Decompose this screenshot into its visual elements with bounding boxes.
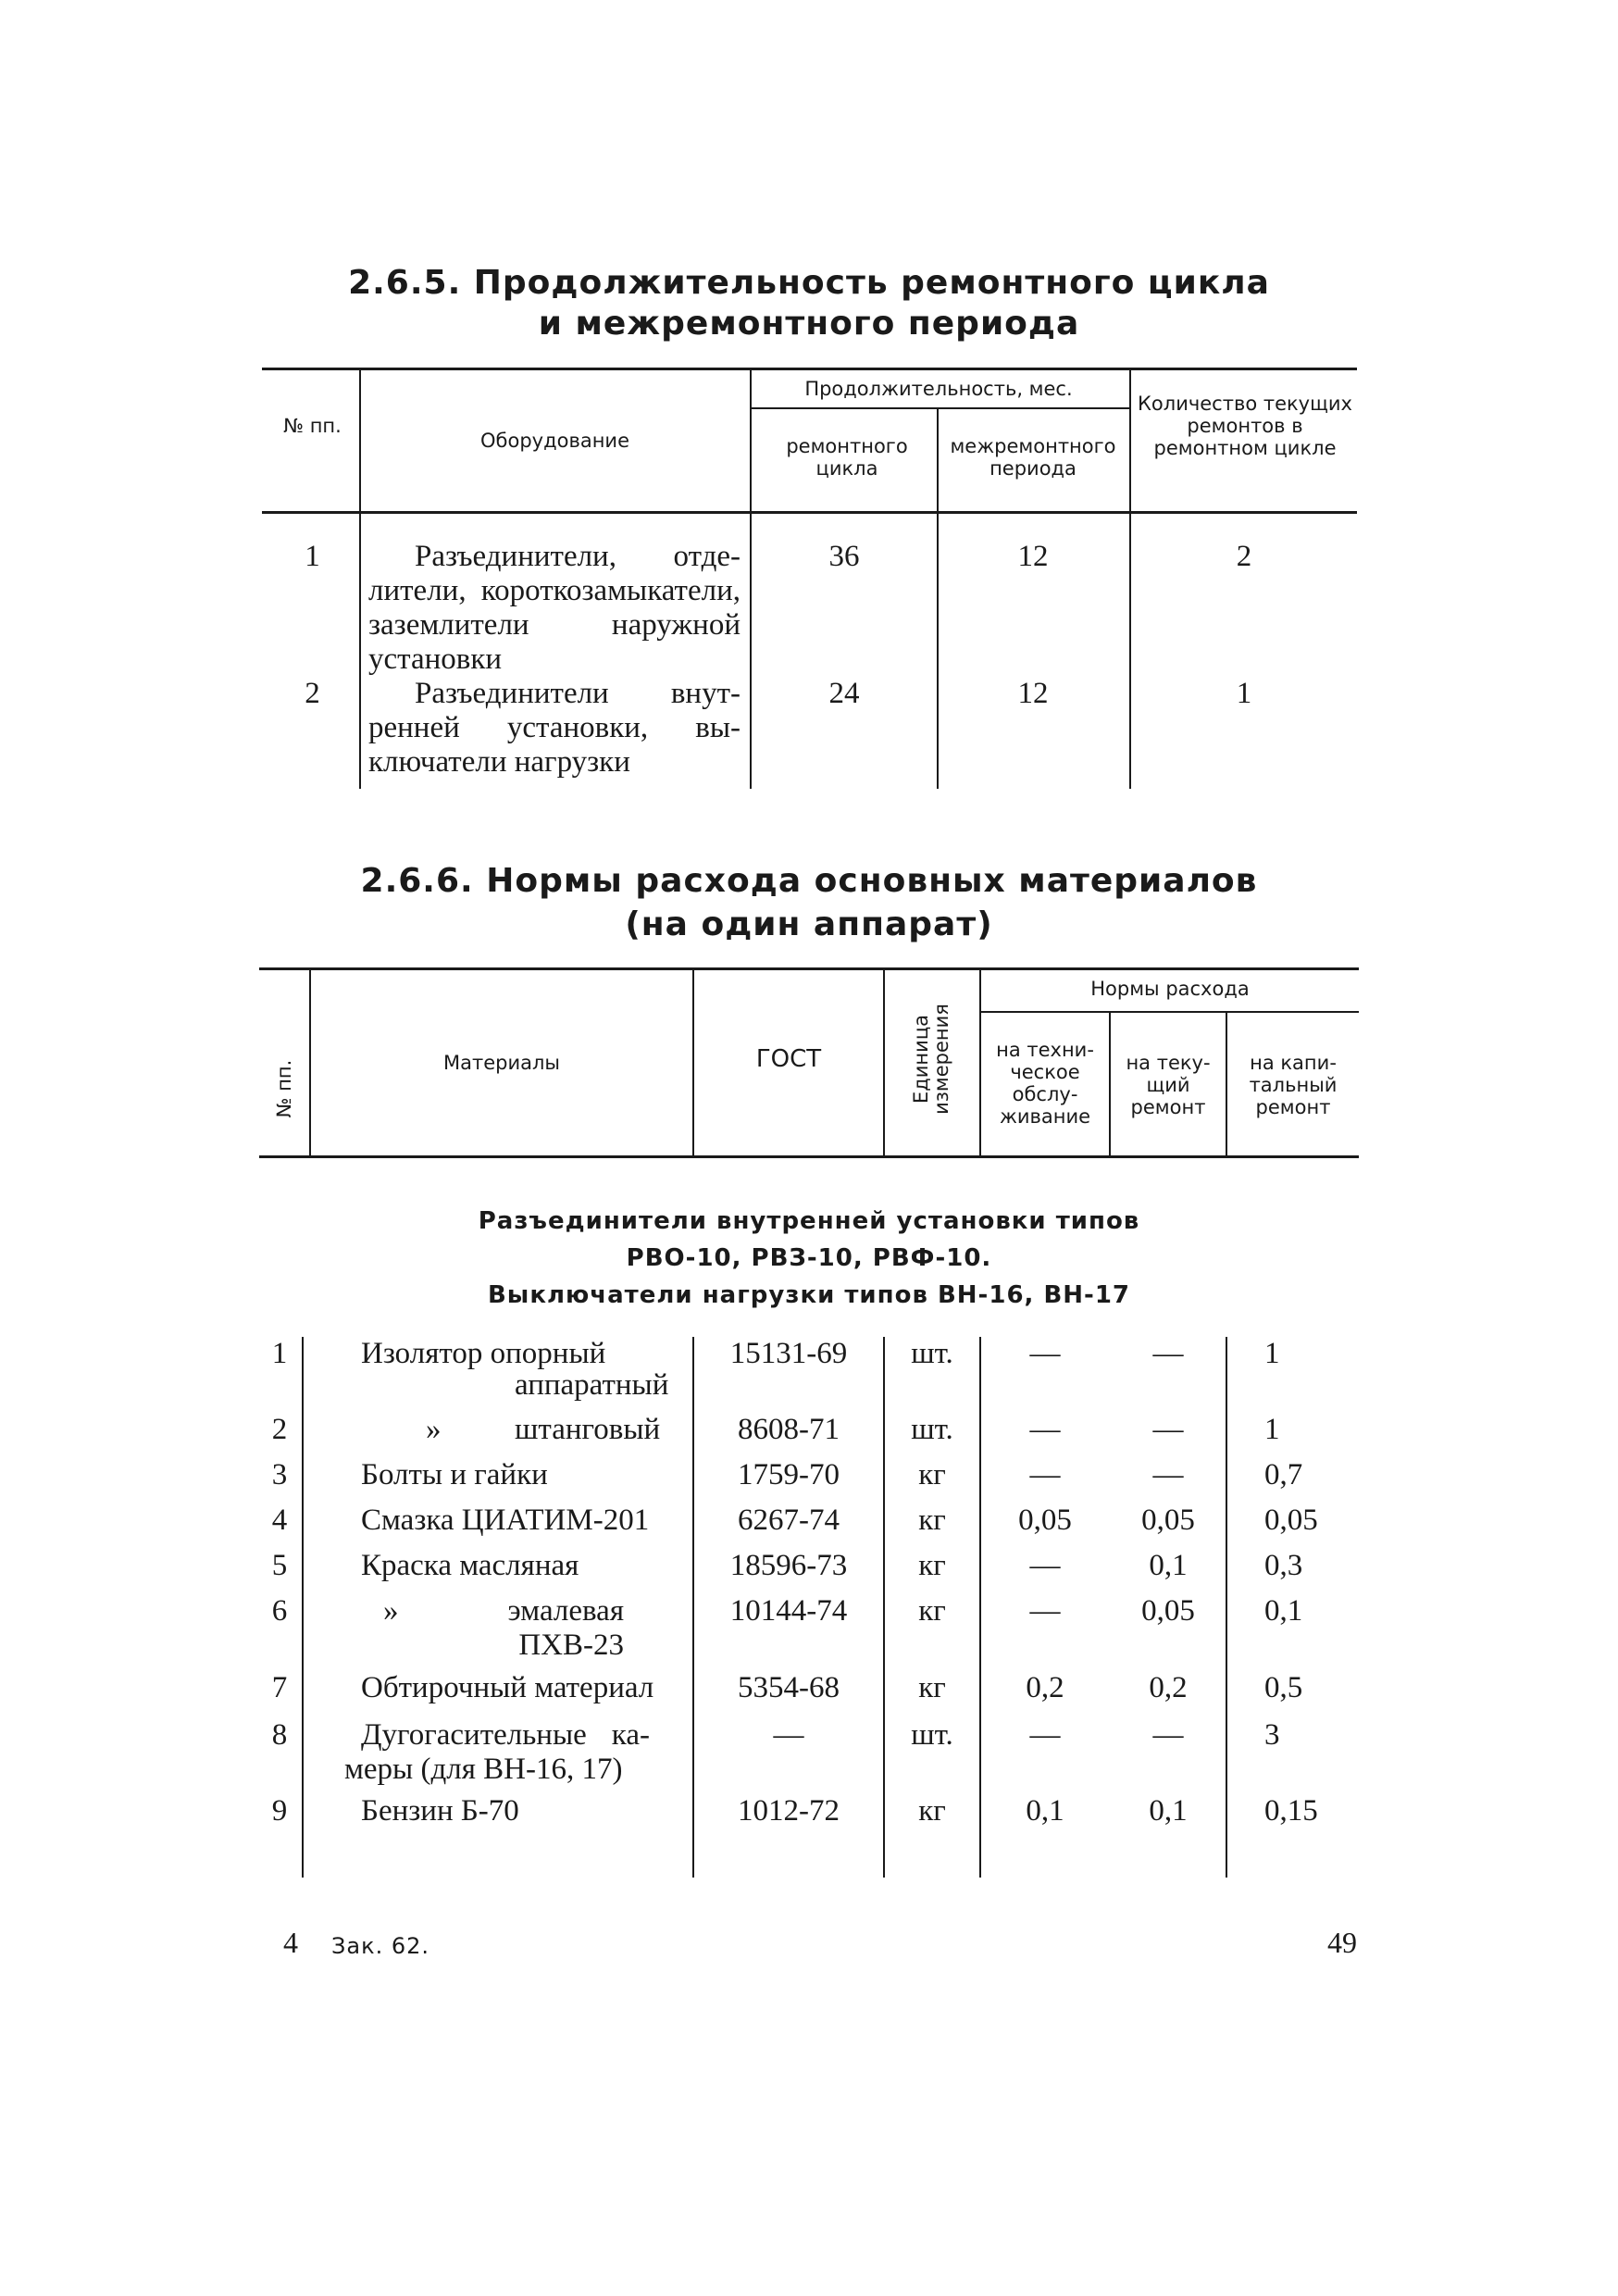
section2-title-line1: 2.6.6. Нормы расхода основных материалов [360,862,1258,900]
table2-cell-num: 8 [271,1718,288,1752]
table2-cell-num: 7 [271,1671,288,1704]
table2-cell-material-b: штанговый [515,1413,661,1446]
table2-cell-num: 5 [271,1549,288,1582]
subheading-line1: Разъединители внутренней установки типов [478,1207,1140,1235]
table2-cell-material: Болты и гайки [361,1458,548,1491]
table2-cell-material: » [426,1413,442,1446]
table2-body-vline-4 [979,1337,981,1878]
table2-cell-gost: 8608-71 [738,1413,840,1446]
table2-cell-capital: 0,3 [1264,1549,1303,1582]
table2-cell-maint: — [1029,1549,1061,1582]
table2-cell-maint: 0,05 [1018,1504,1072,1537]
table2-body-vline-3 [883,1337,885,1878]
table2-body-vline-2 [692,1337,694,1878]
table2-cell-current: — [1152,1458,1184,1491]
table2-header-current: на текущий ремонт [1126,1052,1211,1118]
table2-cell-capital: 0,1 [1264,1594,1303,1628]
subheading-line2: РВО-10, РВЗ-10, РВФ-10. [626,1244,992,1272]
table1-mid-rule [750,407,1131,409]
table1-cell-num: 2 [305,677,320,710]
table2-header-norms: Нормы расхода [1090,978,1250,1000]
table2-cell-capital: 1 [1264,1337,1280,1370]
table2-cell-maint: — [1029,1337,1061,1370]
table2-header-maintenance: на техническое обслуживание [996,1039,1094,1128]
table2-vline-5 [1109,1013,1111,1155]
table1-vline-3 [937,409,939,789]
table2-cell-gost: — [773,1718,804,1752]
table2-header-rule [259,1155,1359,1158]
table2-vline-1 [309,970,311,1155]
subheading-line3: Выключатели нагрузки типов ВН-16, ВН-17 [487,1281,1131,1309]
section2-title-line2: (на один аппарат) [625,905,993,943]
table2-cell-gost: 1759-70 [738,1458,840,1491]
table2-cell-capital: 0,05 [1264,1504,1318,1537]
table2-cell-unit: кг [918,1504,946,1537]
footer-order: Зак. 62. [331,1933,430,1959]
table2-cell-num: 4 [271,1504,288,1537]
table2-vline-2 [692,970,694,1155]
table2-cell-material: Изолятор опорный [361,1337,606,1370]
table2-cell-current: 0,1 [1149,1549,1188,1582]
table2-cell-material: » [383,1594,399,1628]
table2-cell-gost: 5354-68 [738,1671,840,1704]
table2-cell-current: 0,05 [1141,1594,1195,1628]
table2-cell-gost: 18596-73 [729,1549,848,1582]
table2-cell-current: — [1152,1337,1184,1370]
table2-cell-unit: шт. [911,1718,953,1752]
table1-header-current-count: Количество текущих ремонтов в ремонтном цикле [1138,393,1352,459]
table2-cell-gost: 6267-74 [738,1504,840,1537]
table2-header-materials: Материалы [443,1052,560,1074]
table2-vline-3 [883,970,885,1155]
table2-cell-unit: кг [918,1671,946,1704]
table2-cell-maint: — [1029,1594,1061,1628]
section1-title-line1: 2.6.5. Продолжительность ремонтного цикла [348,264,1270,302]
table2-cell-capital: 3 [1264,1718,1280,1752]
table2-header-capital: на капитальный ремонт [1249,1052,1338,1118]
table2-cell-material: Обтирочный материал [361,1671,654,1704]
table2-cell-current: 0,2 [1149,1671,1188,1704]
table1-cell-cycle: 36 [828,540,860,573]
table1-vline-1 [359,370,361,789]
table2-cell-num: 2 [271,1413,288,1446]
table2-cell-maint: — [1029,1458,1061,1491]
table2-cell-num: 1 [271,1337,288,1370]
table2-header-unit: Единица измерения [910,1004,952,1115]
table2-cell-gost: 1012-72 [738,1794,840,1828]
table2-cell-num: 6 [271,1594,288,1628]
table2-cell-capital: 1 [1264,1413,1280,1446]
table2-cell-material: Краска масляная [361,1549,579,1582]
table2-cell-current: 0,1 [1149,1794,1188,1828]
table2-cell-unit: кг [918,1594,946,1628]
table2-header-num: № пп. [273,1059,295,1118]
table1-cell-period: 12 [1017,540,1049,573]
table2-header-gost: ГОСТ [755,1045,822,1073]
table2-cell-capital: 0,7 [1264,1458,1303,1491]
table1-header-duration: Продолжительность, мес. [804,378,1073,400]
table2-cell-unit: шт. [911,1337,953,1370]
table2-cell-unit: кг [918,1458,946,1491]
table2-cell-maint: 0,2 [1026,1671,1064,1704]
table2-cell-material: Смазка ЦИАТИМ-201 [361,1504,650,1537]
footer-signature-number: 4 [283,1926,298,1959]
table2-cell-unit: кг [918,1549,946,1582]
table2-cell-current: 0,05 [1141,1504,1195,1537]
table2-vline-6 [1226,1013,1227,1155]
table2-top-rule [259,967,1359,970]
table2-cell-maint: 0,1 [1026,1794,1064,1828]
table2-body-vline-5 [1226,1337,1227,1878]
table2-cell-current: — [1152,1413,1184,1446]
table2-cell-capital: 0,5 [1264,1671,1303,1704]
table1-cell-equipment: Разъединители внутренней установки, выключатели нагрузки [368,677,741,779]
table2-cell-material-b: аппаратный [515,1368,669,1402]
table2-cell-current: — [1152,1718,1184,1752]
table2-cell-material: Дугогасительные камеры (для ВН-16, 17) [344,1718,650,1786]
table1-header-num: № пп. [283,415,342,437]
table2-cell-unit: кг [918,1794,946,1828]
table1-header-rule [262,511,1357,514]
table2-cell-maint: — [1029,1718,1061,1752]
page-number: 49 [1327,1926,1357,1959]
table1-header-repair-cycle: ремонтного цикла [786,435,908,480]
table2-mid-rule [979,1011,1359,1013]
table1-cell-equipment: Разъединители, отделители, короткозамыкатели, заземлители наружной установки [368,540,741,676]
table2-cell-num: 9 [271,1794,288,1828]
table2-cell-material-b: эмалевая ПХВ-23 [507,1594,624,1662]
table1-cell-num: 1 [305,540,320,573]
table1-top-rule [262,368,1357,370]
table2-vline-4 [979,970,981,1155]
table2-cell-gost: 15131-69 [729,1337,848,1370]
table2-cell-unit: шт. [911,1413,953,1446]
table1-vline-4 [1129,370,1131,789]
table2-cell-num: 3 [271,1458,288,1491]
table1-cell-cycle: 24 [828,677,860,710]
table2-cell-material: Бензин Б-70 [361,1794,519,1828]
table2-cell-capital: 0,15 [1264,1794,1318,1828]
section1-title-line2: и межремонтного периода [538,305,1080,343]
table1-cell-count: 2 [1236,540,1252,573]
table2-cell-maint: — [1029,1413,1061,1446]
table1-cell-period: 12 [1017,677,1049,710]
table2-body-vline-1 [302,1337,304,1878]
table1-cell-count: 1 [1236,677,1252,710]
table1-header-equipment: Оборудование [480,430,629,452]
table2-cell-gost: 10144-74 [729,1594,848,1628]
table1-vline-2 [750,370,752,789]
table1-header-interrepair: межремонтного периода [950,435,1116,480]
